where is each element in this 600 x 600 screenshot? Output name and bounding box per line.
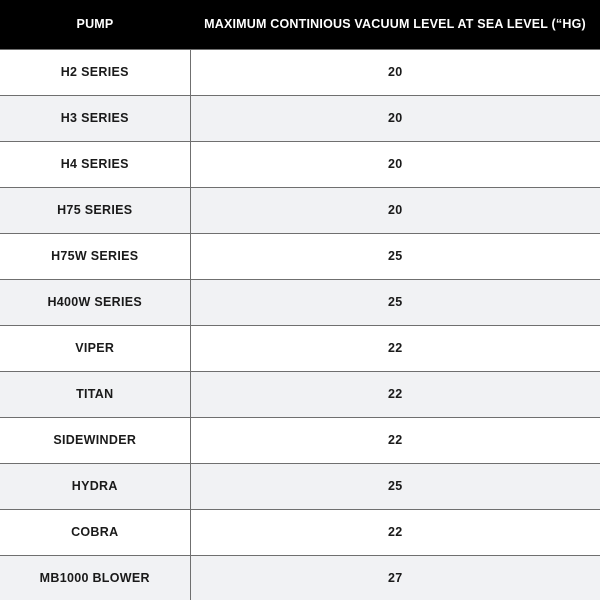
table-row — [0, 417, 600, 463]
table-row — [0, 95, 600, 141]
header-pump: PUMP — [0, 0, 190, 49]
pump-name-cell: H2 SERIES — [0, 49, 190, 95]
vacuum-level-cell: 22 — [190, 325, 600, 371]
table-body — [0, 49, 600, 600]
pump-name-cell: H4 SERIES — [0, 141, 190, 187]
table-row — [0, 49, 600, 95]
pump-name-cell: SIDEWINDER — [0, 417, 190, 463]
table-row — [0, 141, 600, 187]
table-header — [0, 0, 600, 49]
pump-name-cell: MB1000 BLOWER — [0, 555, 190, 600]
table-row — [0, 233, 600, 279]
table-row — [0, 509, 600, 555]
vacuum-level-cell: 20 — [190, 141, 600, 187]
pump-name-cell: VIPER — [0, 325, 190, 371]
vacuum-level-cell: 20 — [190, 187, 600, 233]
table-row — [0, 371, 600, 417]
table-row — [0, 325, 600, 371]
vacuum-level-cell: 20 — [190, 49, 600, 95]
vacuum-level-cell: 22 — [190, 371, 600, 417]
pump-name-cell: COBRA — [0, 509, 190, 555]
vacuum-level-cell: 25 — [190, 279, 600, 325]
pump-name-cell: H75 SERIES — [0, 187, 190, 233]
vacuum-level-cell: 20 — [190, 95, 600, 141]
table-row — [0, 555, 600, 600]
vacuum-level-cell: 22 — [190, 509, 600, 555]
pump-name-cell: TITAN — [0, 371, 190, 417]
header-row — [0, 0, 600, 49]
vacuum-level-cell: 25 — [190, 233, 600, 279]
table-row — [0, 187, 600, 233]
pump-name-cell: HYDRA — [0, 463, 190, 509]
header-vacuum-level: MAXIMUM CONTINIOUS VACUUM LEVEL AT SEA LEVEL (“HG) — [190, 0, 600, 49]
pump-name-cell: H75W SERIES — [0, 233, 190, 279]
vacuum-level-cell: 27 — [190, 555, 600, 600]
pump-name-cell: H400W SERIES — [0, 279, 190, 325]
pump-name-cell: H3 SERIES — [0, 95, 190, 141]
table-row — [0, 279, 600, 325]
vacuum-level-cell: 22 — [190, 417, 600, 463]
table-row — [0, 463, 600, 509]
vacuum-level-cell: 25 — [190, 463, 600, 509]
